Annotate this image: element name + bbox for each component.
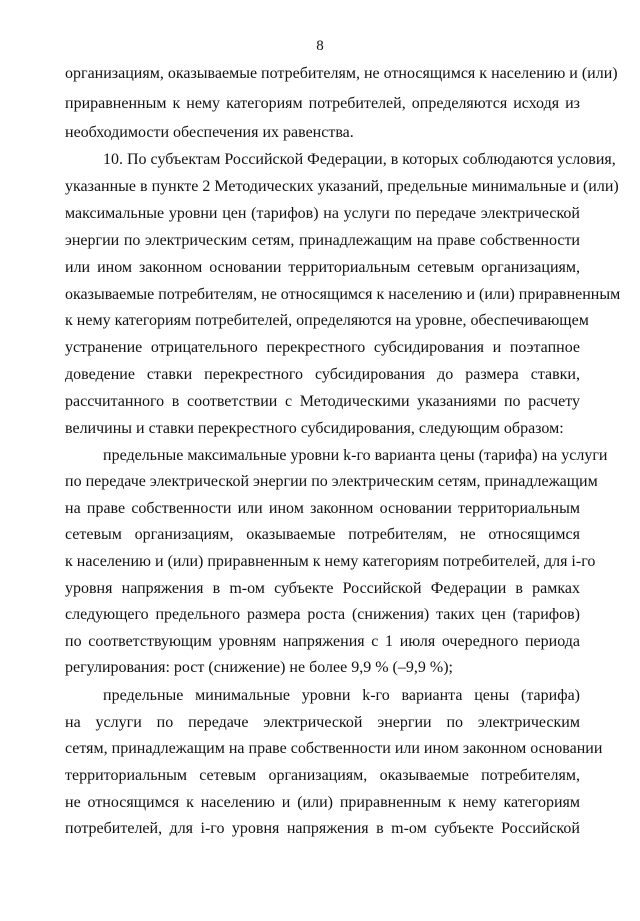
- page-number: 8: [316, 38, 324, 54]
- text-line: максимальные уровни цен (тарифов) на услуги по передаче электрической: [65, 205, 580, 222]
- text-line: потребителей, для i-го уровня напряжения в m-ом субъекте Российской: [65, 820, 580, 837]
- text-line: рассчитанного в соответствии с Методическими указаниями по расчету: [65, 393, 580, 410]
- text-line: величины и ставки перекрестного субсидирования, следующим образом:: [65, 420, 564, 437]
- text-line: следующего предельного размера роста (снижения) таких цен (тарифов): [65, 606, 580, 623]
- max-levels-paragraph-first-line: предельные максимальные уровни k-го варианта цены (тарифа) на услуги: [103, 447, 608, 464]
- text-line: сетям, принадлежащим на праве собственности или ином законном основании: [65, 740, 603, 757]
- text-line: по соответствующим уровням напряжения с 1 июля очередного периода: [65, 633, 580, 650]
- text-line: уровня напряжения в m-ом субъекте Российской Федерации в рамках: [65, 580, 580, 597]
- text-line: на услуги по передаче электрической энергии по электрическим: [65, 714, 580, 731]
- text-line: или ином законном основании территориальным сетевым организациям,: [65, 259, 580, 276]
- text-line: устранение отрицательного перекрестного субсидирования и поэтапное: [65, 339, 580, 356]
- min-levels-paragraph-first-line: предельные минимальные уровни k-го варианта цены (тарифа): [103, 687, 580, 704]
- text-line: организациям, оказываемые потребителям, не относящимся к населению и (или): [65, 65, 618, 82]
- text-line: к населению и (или) приравненным к нему категориям потребителей, для i-го: [65, 553, 596, 570]
- text-line: необходимости обеспечения их равенства.: [65, 124, 354, 141]
- text-line: регулирования: рост (снижение) не более 9,9 % (–9,9 %);: [65, 659, 453, 676]
- text-line: указанные в пункте 2 Методических указаний, предельные минимальные и (или): [65, 178, 619, 195]
- text-line: по передаче электрической энергии по электрическим сетям, принадлежащим: [65, 473, 598, 490]
- text-line: приравненным к нему категориям потребителей, определяются исходя из: [65, 95, 580, 112]
- text-line: доведение ставки перекрестного субсидирования до размера ставки,: [65, 366, 580, 383]
- text-line: сетевым организациям, оказываемые потребителям, не относящимся: [65, 526, 580, 543]
- text-line: оказываемые потребителям, не относящимся к населению и (или) приравненным: [65, 286, 621, 303]
- paragraph-10-first-line: 10. По субъектам Российской Федерации, в которых соблюдаются условия,: [103, 151, 616, 168]
- text-line: на праве собственности или ином законном основании территориальным: [65, 500, 580, 517]
- text-line: территориальным сетевым организациям, оказываемые потребителям,: [65, 767, 580, 784]
- text-line: энергии по электрическим сетям, принадлежащим на праве собственности: [65, 232, 580, 249]
- text-line: к нему категориям потребителей, определяются на уровне, обеспечивающем: [65, 312, 589, 329]
- text-line: не относящимся к населению и (или) приравненным к нему категориям: [65, 794, 580, 811]
